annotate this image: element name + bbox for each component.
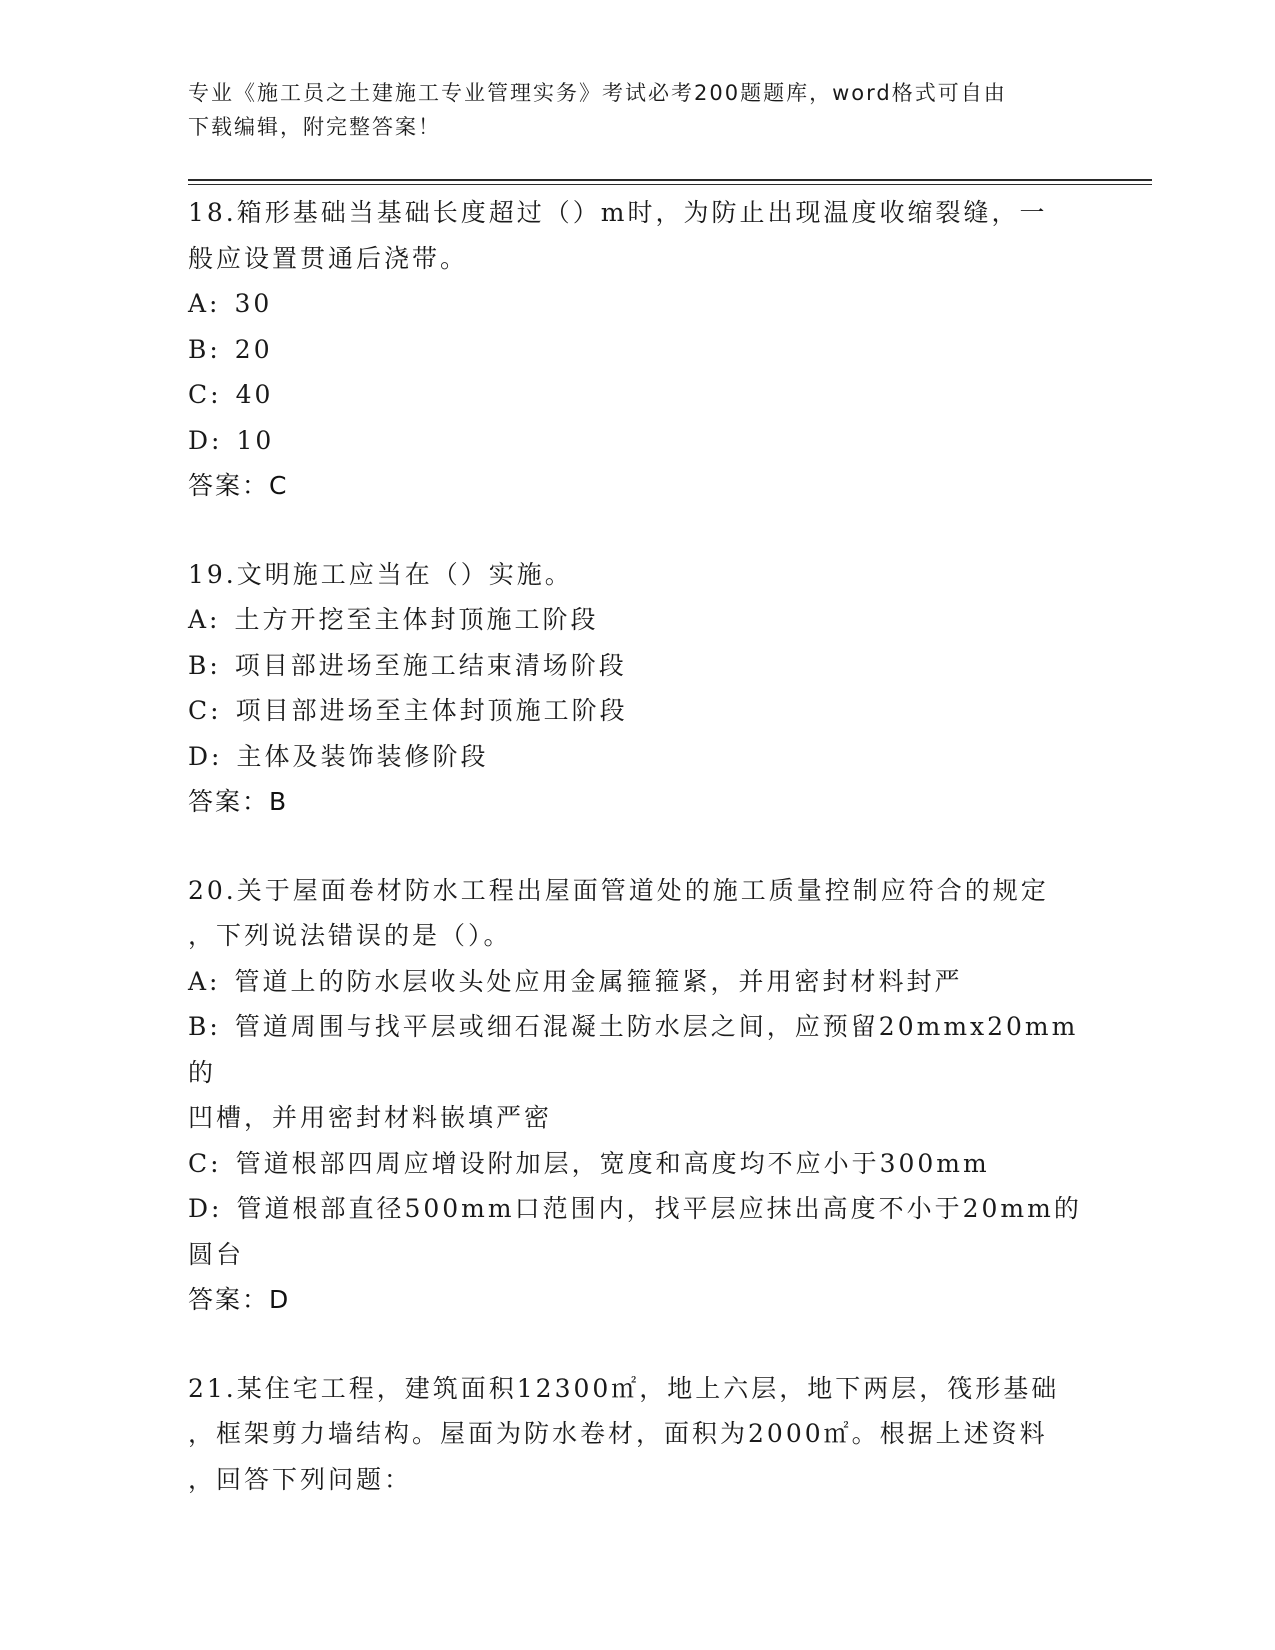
option-key: D: — [188, 741, 223, 771]
question-20 — [188, 868, 1088, 1323]
option-d — [188, 734, 1088, 780]
option-key: C: — [188, 696, 222, 725]
question-stem-line: 般应设置贯通后浇带。 — [188, 243, 469, 273]
option-key: A: — [188, 605, 221, 634]
option-text: 主体及装饰装修阶段 — [236, 741, 489, 771]
question-stem-line: 19.文明施工应当在（）实施。 — [188, 559, 573, 589]
question-stem-line: 21.某住宅工程，建筑面积12300㎡，地上六层，地下两层，筏形基础 — [188, 1373, 1060, 1403]
option-b — [188, 1004, 1088, 1095]
question-stem-line: 20.关于屋面卷材防水工程出屋面管道处的施工质量控制应符合的规定 — [188, 875, 1049, 905]
option-c — [188, 688, 1088, 734]
option-text: 10 — [236, 425, 275, 455]
option-text: 项目部进场至主体封顶施工阶段 — [235, 696, 628, 725]
option-text: 管道上的防水层收头处应用金属箍箍紧，并用密封材料封严 — [234, 966, 963, 996]
option-key: B: — [188, 334, 221, 364]
option-key: A: — [188, 289, 221, 318]
question-list — [188, 190, 1088, 1502]
header-line-2: 下载编辑，附完整答案！ — [188, 115, 441, 139]
answer-line: 答案：D — [188, 1285, 291, 1314]
option-text: 管道根部直径500mm口范围内，找平层应抹出高度不小于20mm的 — [236, 1194, 1082, 1223]
question-18 — [188, 190, 1088, 509]
question-stem-line: ，框架剪力墙结构。屋面为防水卷材，面积为2000㎡。根据上述资料 — [188, 1419, 1048, 1448]
option-text: 20 — [234, 334, 273, 364]
question-stem-line: ，回答下列问题： — [188, 1464, 413, 1494]
question-21 — [188, 1366, 1088, 1503]
option-key: B: — [188, 650, 221, 680]
option-d — [188, 1186, 1088, 1232]
option-key: C: — [188, 380, 222, 409]
option-key: D: — [188, 425, 223, 455]
question-stem-line: ，下列说法错误的是（）。 — [188, 921, 512, 950]
option-text: 管道周围与找平层或细石混凝土防水层之间，应预留20mmx20mm的 — [188, 1012, 1079, 1087]
question-19 — [188, 552, 1088, 825]
header-line-1: 专业《施工员之土建施工专业管理实务》考试必考200题题库，word格式可自由 — [188, 81, 1007, 105]
option-c — [188, 372, 1088, 418]
option-text: 管道根部四周应增设附加层，宽度和高度均不应小于300mm — [235, 1148, 990, 1178]
option-d-continuation: 圆台 — [188, 1239, 245, 1269]
option-key: B: — [188, 1012, 221, 1041]
option-c — [188, 1141, 1088, 1187]
option-key: D: — [188, 1194, 223, 1223]
header-divider-thin — [188, 184, 1152, 185]
option-text: 30 — [234, 289, 273, 318]
answer-line: 答案：B — [188, 787, 289, 816]
option-text: 项目部进场至施工结束清场阶段 — [234, 650, 627, 680]
option-key: C: — [188, 1148, 222, 1178]
option-text: 40 — [235, 380, 274, 409]
header-divider-thick — [188, 179, 1152, 181]
option-text: 土方开挖至主体封顶施工阶段 — [234, 605, 599, 634]
option-d — [188, 418, 1088, 464]
option-key: A: — [188, 966, 221, 996]
answer-line: 答案：C — [188, 471, 289, 500]
question-stem-line: 18.箱形基础当基础长度超过（）m时，为防止出现温度收缩裂缝，一 — [188, 198, 1048, 227]
option-a — [188, 959, 1088, 1005]
option-b — [188, 327, 1088, 373]
option-b-continuation: 凹槽，并用密封材料嵌填严密 — [188, 1103, 553, 1132]
page-header — [188, 76, 1068, 144]
option-a — [188, 281, 1088, 327]
option-a — [188, 597, 1088, 643]
option-b — [188, 643, 1088, 689]
